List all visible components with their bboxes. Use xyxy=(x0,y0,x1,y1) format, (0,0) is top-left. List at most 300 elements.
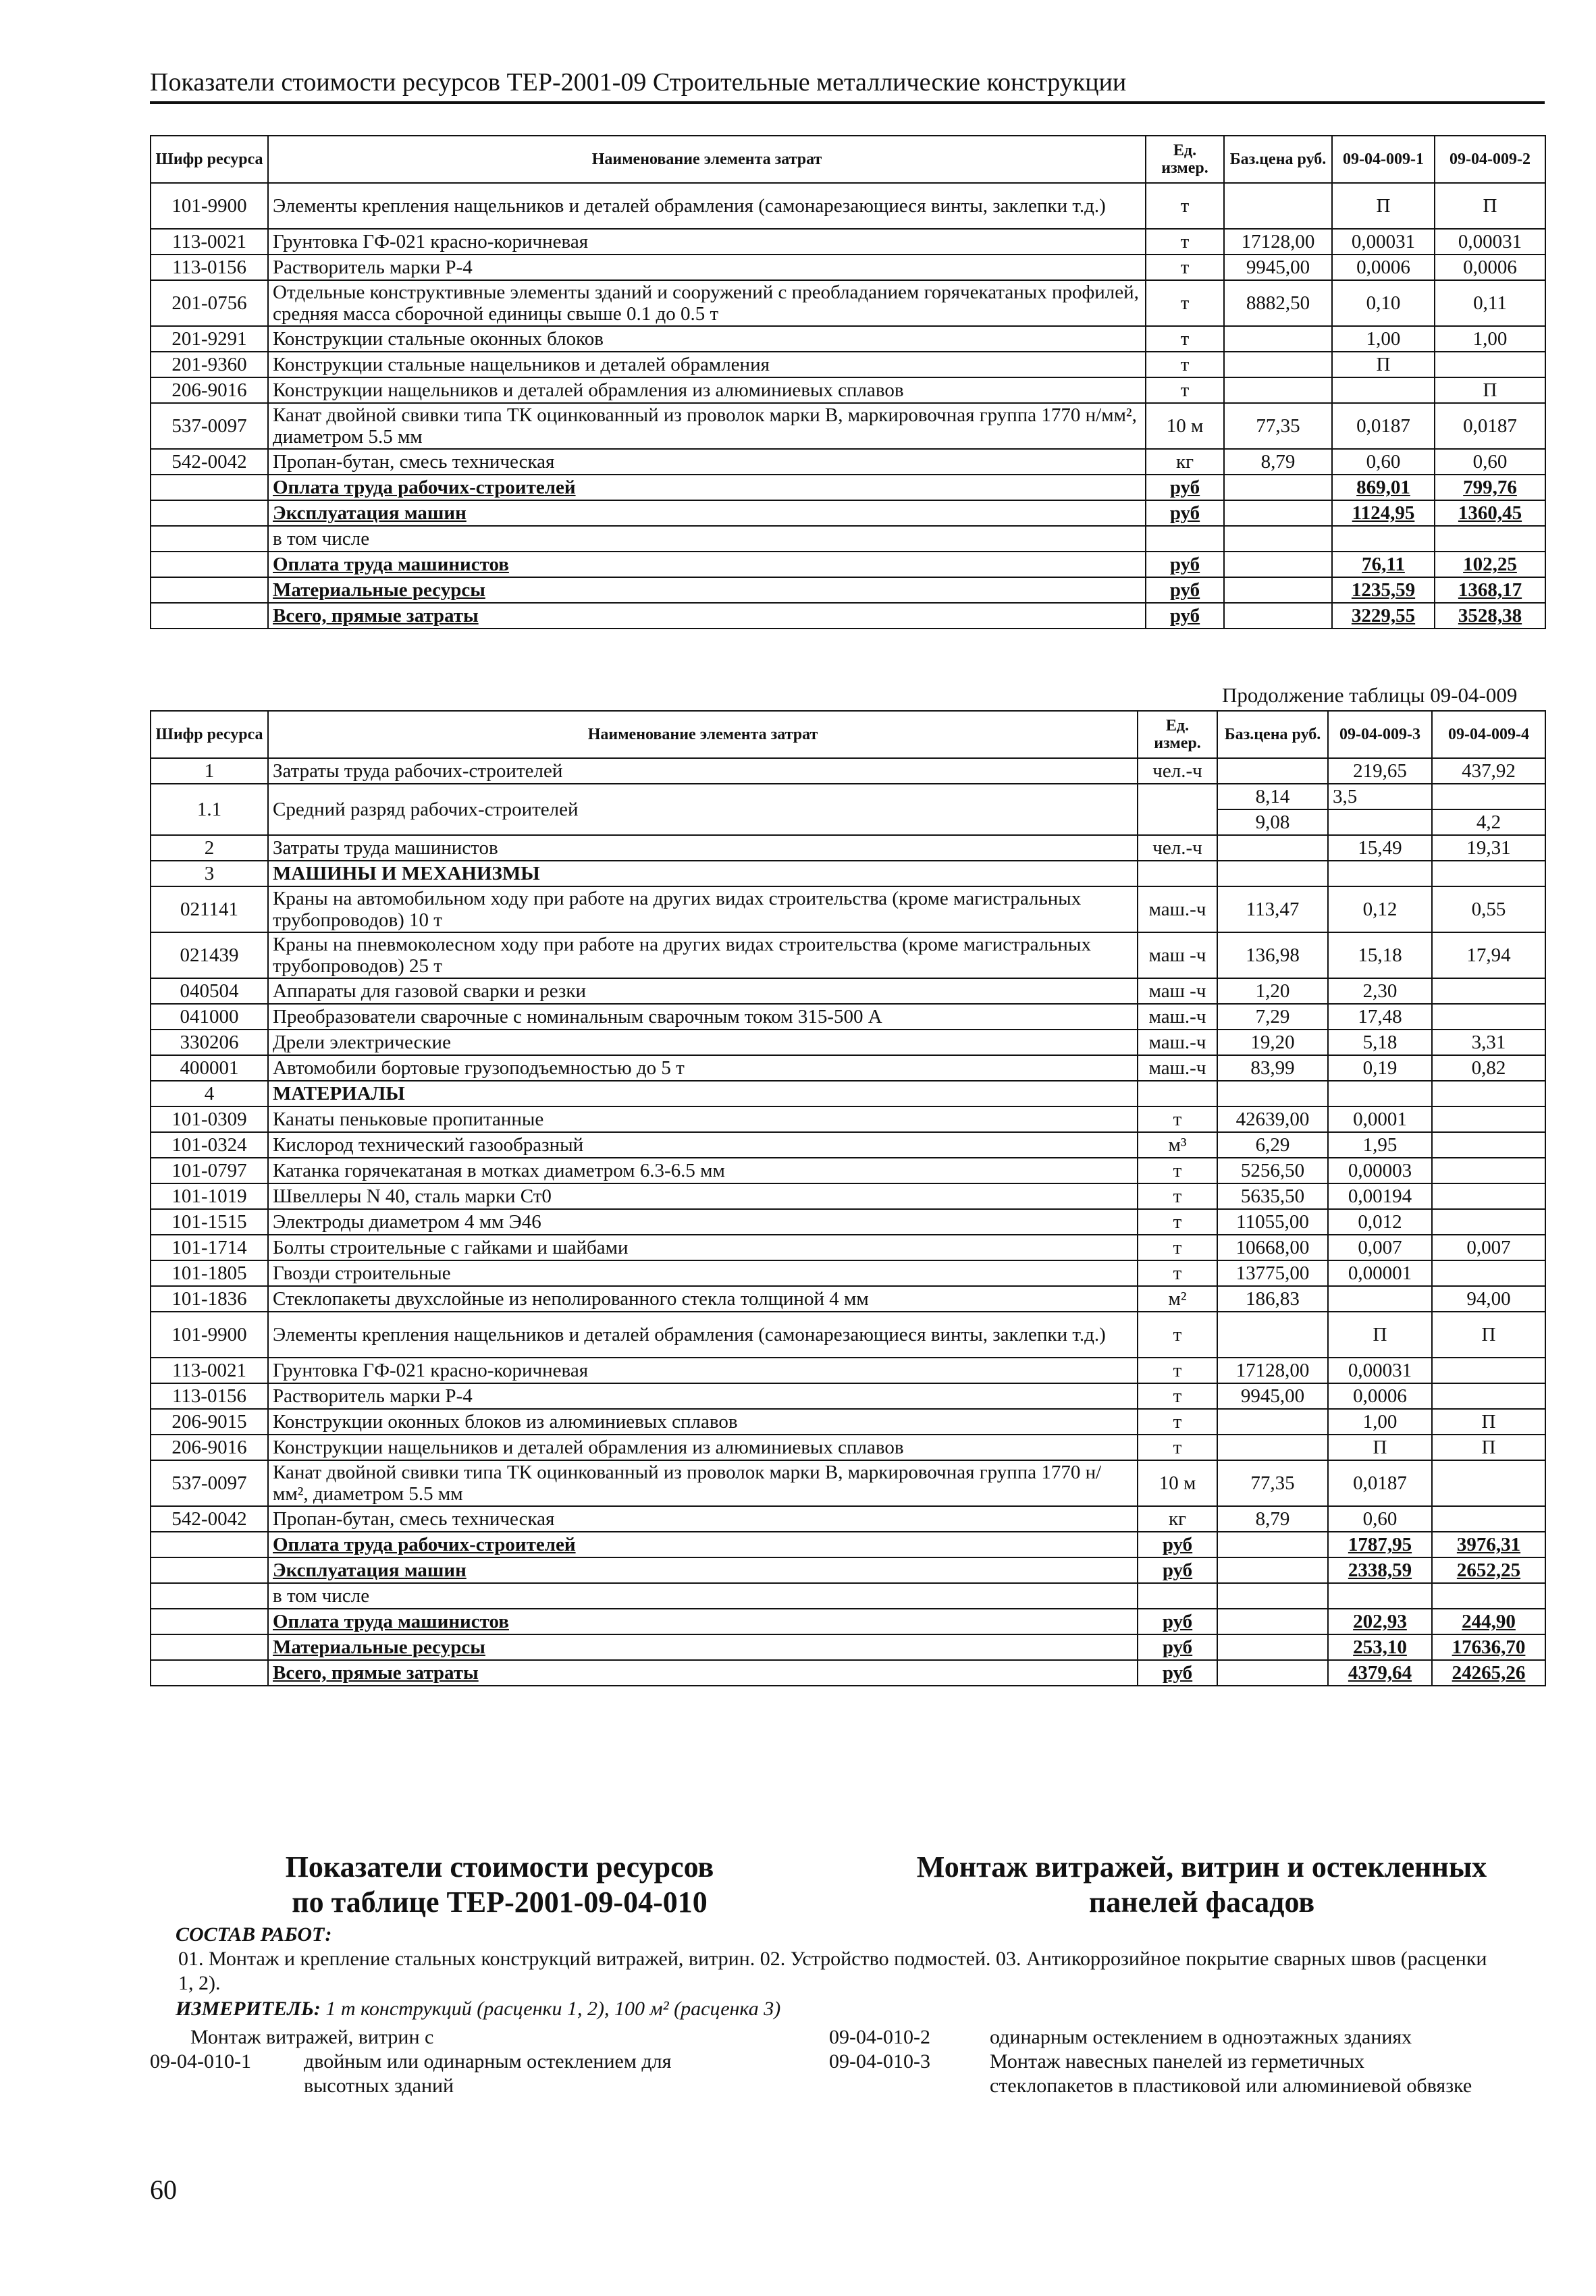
table-cell: 101-1515 xyxy=(151,1209,268,1235)
table-cell xyxy=(151,1532,268,1557)
table-cell: 0,0187 xyxy=(1328,1460,1432,1506)
table-cell: Отдельные конструктивные элементы зданий и сооружений с преобладанием горячекатаных профилей, средняя масса сборочной единицы свыше 0.1 до 0.5 т xyxy=(268,280,1146,326)
table-cell: 3 xyxy=(151,861,268,886)
table-cell: 77,35 xyxy=(1224,403,1332,449)
table-row xyxy=(151,978,1545,1004)
table-cell xyxy=(1224,500,1332,526)
table-cell xyxy=(1217,835,1328,861)
rate-desc-1: двойным или одинарным остеклением для высотных зданий xyxy=(304,2050,672,2097)
table-cell: Канаты пеньковые пропитанные xyxy=(268,1106,1138,1132)
table-cell: т xyxy=(1138,1158,1217,1183)
table-row xyxy=(151,1055,1545,1081)
table-cell: Катанка горячекатаная в мотках диаметром 6.3-6.5 мм xyxy=(268,1158,1138,1183)
section-title-left xyxy=(223,1850,776,1920)
table-cell: 0,0006 xyxy=(1328,1383,1432,1409)
table-cell xyxy=(1432,1132,1545,1158)
table-cell: 1,00 xyxy=(1435,326,1545,352)
table-cell xyxy=(151,1583,268,1609)
table-cell xyxy=(1432,1506,1545,1532)
table-cell: 1,20 xyxy=(1217,978,1328,1004)
table-header-row xyxy=(151,136,1545,183)
table-cell: Дрели электрические xyxy=(268,1030,1138,1055)
table-cell: в том числе xyxy=(268,526,1146,552)
table-cell xyxy=(1432,784,1545,809)
table-cell xyxy=(1328,809,1432,835)
table-cell: т xyxy=(1138,1260,1217,1286)
table-cell: 42639,00 xyxy=(1217,1106,1328,1132)
table-cell: 2652,25 xyxy=(1432,1557,1545,1583)
page-number: 60 xyxy=(150,2174,177,2205)
table-cell xyxy=(151,475,268,500)
table-cell xyxy=(1138,1583,1217,1609)
table-cell: 0,00194 xyxy=(1328,1183,1432,1209)
table-cell xyxy=(1138,1081,1217,1106)
table-cell: 1235,59 xyxy=(1332,577,1435,603)
table-cell xyxy=(1217,1081,1328,1106)
measurement-unit xyxy=(176,1997,1492,2021)
table-row xyxy=(151,1460,1545,1506)
table-cell: 1,95 xyxy=(1328,1132,1432,1158)
table-cell: 113-0156 xyxy=(151,255,268,280)
table-cell: П xyxy=(1328,1435,1432,1460)
table-cell: 9945,00 xyxy=(1224,255,1332,280)
table-cell: т xyxy=(1146,352,1224,377)
table-cell: 10668,00 xyxy=(1217,1235,1328,1260)
table-cell xyxy=(1328,1286,1432,1312)
table-cell: 1.1 xyxy=(151,784,268,835)
table-cell: Растворитель марки Р-4 xyxy=(268,255,1146,280)
table-cell xyxy=(1138,784,1217,835)
table-cell xyxy=(151,1660,268,1686)
table-cell: Затраты труда рабочих-строителей xyxy=(268,758,1138,784)
table-row xyxy=(151,1004,1545,1030)
table-row xyxy=(151,183,1545,229)
rate-code-1: 09-04-010-1 xyxy=(150,2050,251,2073)
table-cell xyxy=(1328,1583,1432,1609)
summary-row xyxy=(151,1557,1545,1583)
table-cell: 0,12 xyxy=(1328,886,1432,932)
table-cell: кг xyxy=(1146,449,1224,475)
table-cell: т xyxy=(1138,1235,1217,1260)
column-header: Ед. измер. xyxy=(1146,136,1224,183)
section-title-right xyxy=(898,1850,1506,1920)
table-cell: Аппараты для газовой сварки и резки xyxy=(268,978,1138,1004)
table-cell xyxy=(1217,1660,1328,1686)
table-cell: 537-0097 xyxy=(151,403,268,449)
table-cell: кг xyxy=(1138,1506,1217,1532)
table-row xyxy=(151,835,1545,861)
table-cell: П xyxy=(1435,377,1545,403)
table-09-04-009-part1 xyxy=(150,135,1546,629)
table-cell xyxy=(1217,1435,1328,1460)
column-header: 09-04-009-4 xyxy=(1432,711,1545,758)
table-cell: 041000 xyxy=(151,1004,268,1030)
table-cell xyxy=(1432,1004,1545,1030)
table-cell: 2338,59 xyxy=(1328,1557,1432,1583)
table-cell: м³ xyxy=(1138,1132,1217,1158)
table-cell: Стеклопакеты двухслойные из неполированного стекла толщиной 4 мм xyxy=(268,1286,1138,1312)
rate-desc-2: одинарным остеклением в одноэтажных зданиях xyxy=(990,2026,1412,2048)
table-cell: 2 xyxy=(151,835,268,861)
table-cell: 1787,95 xyxy=(1328,1532,1432,1557)
table-cell: руб xyxy=(1138,1557,1217,1583)
table-cell: 17128,00 xyxy=(1224,229,1332,255)
table-cell xyxy=(1332,377,1435,403)
table-cell xyxy=(1432,1460,1545,1506)
table-row xyxy=(151,403,1545,449)
table-cell xyxy=(1435,352,1545,377)
table-cell: 17,94 xyxy=(1432,932,1545,978)
table-row xyxy=(151,1383,1545,1409)
table-cell: 437,92 xyxy=(1432,758,1545,784)
table-cell xyxy=(1217,1583,1328,1609)
table-row xyxy=(151,1106,1545,1132)
table-cell: 101-0797 xyxy=(151,1158,268,1183)
table-cell: 0,10 xyxy=(1332,280,1435,326)
summary-row xyxy=(151,1609,1545,1634)
column-header: Наименование элемента затрат xyxy=(268,136,1146,183)
table-cell: Конструкции оконных блоков из алюминиевых сплавов xyxy=(268,1409,1138,1435)
table-cell: 186,83 xyxy=(1217,1286,1328,1312)
table-cell: 021439 xyxy=(151,932,268,978)
summary-row xyxy=(151,577,1545,603)
table-cell: 113-0021 xyxy=(151,229,268,255)
table-cell: руб xyxy=(1138,1660,1217,1686)
table-cell: Гвозди строительные xyxy=(268,1260,1138,1286)
column-header: 09-04-009-3 xyxy=(1328,711,1432,758)
section-title-right-line2: панелей фасадов xyxy=(1088,1886,1315,1919)
table-cell: 021141 xyxy=(151,886,268,932)
table-cell xyxy=(151,577,268,603)
table-cell: Канат двойной свивки типа ТК оцинкованный из проволок марки В, маркировочная группа 1770 н/мм², диаметром 5.5 мм xyxy=(268,1460,1138,1506)
summary-row xyxy=(151,1532,1545,1557)
table-cell: Всего, прямые затраты xyxy=(268,603,1146,629)
measurement-unit-text: 1 т конструкций (расценки 1, 2), 100 м² (расценка 3) xyxy=(325,1998,781,2020)
table-cell: руб xyxy=(1146,500,1224,526)
table-cell: 101-9900 xyxy=(151,183,268,229)
table-cell: Краны на автомобильном ходу при работе на других видах строительства (кроме магистральных трубопроводов) 10 т xyxy=(268,886,1138,932)
table-cell: 19,31 xyxy=(1432,835,1545,861)
summary-row xyxy=(151,500,1545,526)
table-cell: 136,98 xyxy=(1217,932,1328,978)
table-cell: 101-9900 xyxy=(151,1312,268,1358)
table-cell: 3229,55 xyxy=(1332,603,1435,629)
table-cell: П xyxy=(1432,1435,1545,1460)
table-cell: маш.-ч xyxy=(1138,1030,1217,1055)
table-cell: 13775,00 xyxy=(1217,1260,1328,1286)
table-cell xyxy=(1224,526,1332,552)
continuation-label: Продолжение таблицы 09-04-009 xyxy=(1222,683,1518,707)
summary-row xyxy=(151,475,1545,500)
table-cell: 244,90 xyxy=(1432,1609,1545,1634)
table-row xyxy=(151,352,1545,377)
table-cell: П xyxy=(1332,183,1435,229)
table-cell: Растворитель марки Р-4 xyxy=(268,1383,1138,1409)
table-cell xyxy=(1217,1634,1328,1660)
table-cell xyxy=(151,603,268,629)
column-header: Ед. измер. xyxy=(1138,711,1217,758)
table-cell: маш.-ч xyxy=(1138,886,1217,932)
table-cell: т xyxy=(1146,326,1224,352)
table-row xyxy=(151,1358,1545,1383)
table-cell: П xyxy=(1432,1409,1545,1435)
table-cell: П xyxy=(1432,1312,1545,1358)
table-cell xyxy=(151,1609,268,1634)
table-cell: 0,007 xyxy=(1328,1235,1432,1260)
table-cell: Конструкции нащельников и деталей обрамления из алюминиевых сплавов xyxy=(268,1435,1138,1460)
table-cell: 0,0187 xyxy=(1435,403,1545,449)
table-cell: 201-9291 xyxy=(151,326,268,352)
table-cell: Швеллеры N 40, сталь марки Ст0 xyxy=(268,1183,1138,1209)
table-cell: 4 xyxy=(151,1081,268,1106)
table-cell xyxy=(1217,1532,1328,1557)
table-cell: чел.-ч xyxy=(1138,758,1217,784)
rate-code-2: 09-04-010-2 xyxy=(829,2026,930,2048)
table-cell: 330206 xyxy=(151,1030,268,1055)
table-header-row xyxy=(151,711,1545,758)
table-cell: 101-1836 xyxy=(151,1286,268,1312)
table-cell: 0,55 xyxy=(1432,886,1545,932)
table-cell: 9945,00 xyxy=(1217,1383,1328,1409)
table-cell xyxy=(1224,603,1332,629)
table-cell: 400001 xyxy=(151,1055,268,1081)
table-cell xyxy=(151,526,268,552)
table-cell xyxy=(151,1634,268,1660)
table-cell: Всего, прямые затраты xyxy=(268,1660,1138,1686)
table-row xyxy=(151,1506,1545,1532)
table-cell xyxy=(1432,1158,1545,1183)
table-cell: 0,19 xyxy=(1328,1055,1432,1081)
column-header: Баз.цена руб. xyxy=(1224,136,1332,183)
table-cell: маш -ч xyxy=(1138,978,1217,1004)
table-cell: 3976,31 xyxy=(1432,1532,1545,1557)
table-cell xyxy=(1146,526,1224,552)
table-row xyxy=(151,1286,1545,1312)
summary-row xyxy=(151,552,1545,577)
table-cell: 1360,45 xyxy=(1435,500,1545,526)
table-cell: 77,35 xyxy=(1217,1460,1328,1506)
table-cell: Оплата труда рабочих-строителей xyxy=(268,1532,1138,1557)
table-cell: маш.-ч xyxy=(1138,1004,1217,1030)
table-cell: 0,60 xyxy=(1328,1506,1432,1532)
table-cell: 113,47 xyxy=(1217,886,1328,932)
table-cell: 8,79 xyxy=(1217,1506,1328,1532)
table-cell: 4,2 xyxy=(1432,809,1545,835)
table-cell xyxy=(1328,1081,1432,1106)
table-cell xyxy=(1432,1209,1545,1235)
summary-row xyxy=(151,526,1545,552)
table-cell: 101-0309 xyxy=(151,1106,268,1132)
table-cell: Конструкции стальные нащельников и деталей обрамления xyxy=(268,352,1146,377)
table-cell xyxy=(1217,1557,1328,1583)
table-cell: Преобразователи сварочные с номинальным сварочным током 315-500 А xyxy=(268,1004,1138,1030)
table-cell xyxy=(151,1557,268,1583)
table-cell: Болты строительные с гайками и шайбами xyxy=(268,1235,1138,1260)
table-cell xyxy=(1432,1358,1545,1383)
table-cell: т xyxy=(1138,1106,1217,1132)
table-cell: Автомобили бортовые грузоподъемностью до 5 т xyxy=(268,1055,1138,1081)
table-cell xyxy=(1432,861,1545,886)
table-cell xyxy=(151,552,268,577)
table-cell: Средний разряд рабочих-строителей xyxy=(268,784,1138,835)
table-cell: 101-0324 xyxy=(151,1132,268,1158)
table-cell: Оплата труда машинистов xyxy=(268,552,1146,577)
table-cell: П xyxy=(1332,352,1435,377)
table-cell: 253,10 xyxy=(1328,1634,1432,1660)
table-cell: 0,012 xyxy=(1328,1209,1432,1235)
table-row xyxy=(151,1312,1545,1358)
column-header: Шифр ресурса xyxy=(151,711,268,758)
table-cell: 3528,38 xyxy=(1435,603,1545,629)
table-cell xyxy=(1432,1383,1545,1409)
table-cell: т xyxy=(1138,1435,1217,1460)
summary-row xyxy=(151,1660,1545,1686)
page-header: Показатели стоимости ресурсов ТЕР-2001-09 Строительные металлические конструкции xyxy=(150,68,1545,104)
table-row xyxy=(151,229,1545,255)
table-cell: Электроды диаметром 4 мм Э46 xyxy=(268,1209,1138,1235)
table-cell: 1124,95 xyxy=(1332,500,1435,526)
table-cell xyxy=(1224,577,1332,603)
table-cell: 0,60 xyxy=(1435,449,1545,475)
table-cell: Оплата труда рабочих-строителей xyxy=(268,475,1146,500)
table-cell: Грунтовка ГФ-021 красно-коричневая xyxy=(268,1358,1138,1383)
column-header: Баз.цена руб. xyxy=(1217,711,1328,758)
table-cell xyxy=(1224,183,1332,229)
table-cell: Кислород технический газообразный xyxy=(268,1132,1138,1158)
table-cell: Материальные ресурсы xyxy=(268,577,1146,603)
table-row xyxy=(151,1209,1545,1235)
section-row xyxy=(151,1081,1545,1106)
table-cell xyxy=(1224,352,1332,377)
table-cell: Эксплуатация машин xyxy=(268,1557,1138,1583)
table-cell: 1,00 xyxy=(1332,326,1435,352)
table-cell: т xyxy=(1138,1209,1217,1235)
table-row xyxy=(151,1435,1545,1460)
table-cell: чел.-ч xyxy=(1138,835,1217,861)
table-cell: 542-0042 xyxy=(151,449,268,475)
table-row xyxy=(151,1235,1545,1260)
table-cell: 101-1805 xyxy=(151,1260,268,1286)
table-cell: м² xyxy=(1138,1286,1217,1312)
table-cell: 11055,00 xyxy=(1217,1209,1328,1235)
table-cell: 7,29 xyxy=(1217,1004,1328,1030)
table-cell: 113-0021 xyxy=(151,1358,268,1383)
table-cell: Краны на пневмоколесном ходу при работе на других видах строительства (кроме магистральных трубопроводов) 25 т xyxy=(268,932,1138,978)
table-cell: т xyxy=(1138,1383,1217,1409)
rate-desc-3: Монтаж навесных панелей из герметичных стеклопакетов в пластиковой или алюминиевой обвязке xyxy=(990,2050,1472,2097)
table-cell: 0,007 xyxy=(1432,1235,1545,1260)
table-cell: 24265,26 xyxy=(1432,1660,1545,1686)
table-cell: 83,99 xyxy=(1217,1055,1328,1081)
table-cell: 9,08 xyxy=(1217,809,1328,835)
table-cell: 1,00 xyxy=(1328,1409,1432,1435)
table-cell: т xyxy=(1138,1409,1217,1435)
table-cell xyxy=(1332,526,1435,552)
table-cell: 94,00 xyxy=(1432,1286,1545,1312)
table-cell xyxy=(1138,861,1217,886)
table-cell: 0,11 xyxy=(1435,280,1545,326)
table-cell: 19,20 xyxy=(1217,1030,1328,1055)
table-cell: Пропан-бутан, смесь техническая xyxy=(268,1506,1138,1532)
table-row xyxy=(151,326,1545,352)
table-cell: МАШИНЫ И МЕХАНИЗМЫ xyxy=(268,861,1138,886)
table-cell: 542-0042 xyxy=(151,1506,268,1532)
column-header: Шифр ресурса xyxy=(151,136,268,183)
table-cell: руб xyxy=(1138,1532,1217,1557)
table-cell: Грунтовка ГФ-021 красно-коричневая xyxy=(268,229,1146,255)
table-cell: т xyxy=(1146,183,1224,229)
table-cell: 206-9015 xyxy=(151,1409,268,1435)
table-cell: 101-1714 xyxy=(151,1235,268,1260)
table-cell: 0,00001 xyxy=(1328,1260,1432,1286)
column-header: 09-04-009-1 xyxy=(1332,136,1435,183)
table-cell: Материальные ресурсы xyxy=(268,1634,1138,1660)
table-cell xyxy=(1432,978,1545,1004)
table-row xyxy=(151,886,1545,932)
table-cell: руб xyxy=(1146,603,1224,629)
table-row xyxy=(151,1409,1545,1435)
section-title-left-line2: по таблице ТЕР-2001-09-04-010 xyxy=(292,1886,708,1919)
rate-intro: Монтаж витражей, витрин с xyxy=(190,2026,434,2048)
table-cell: 113-0156 xyxy=(151,1383,268,1409)
table-cell: 0,0006 xyxy=(1332,255,1435,280)
table-cell: Оплата труда машинистов xyxy=(268,1609,1138,1634)
table-cell xyxy=(1224,552,1332,577)
work-composition-label: СОСТАВ РАБОТ: xyxy=(176,1923,332,1946)
table-cell: 0,00003 xyxy=(1328,1158,1432,1183)
table-cell: т xyxy=(1146,377,1224,403)
table-cell xyxy=(1224,475,1332,500)
table-cell: маш -ч xyxy=(1138,932,1217,978)
table-cell: в том числе xyxy=(268,1583,1138,1609)
table-row xyxy=(151,1030,1545,1055)
table-cell xyxy=(1217,1609,1328,1634)
table-cell: 101-1019 xyxy=(151,1183,268,1209)
table-cell xyxy=(151,500,268,526)
table-cell: 0,00031 xyxy=(1332,229,1435,255)
section-row xyxy=(151,861,1545,886)
table-cell: 5,18 xyxy=(1328,1030,1432,1055)
table-cell: руб xyxy=(1146,577,1224,603)
table-cell: Элементы крепления нащельников и деталей обрамления (самонарезающиеся винты, заклепки т.д.) xyxy=(268,1312,1138,1358)
table-cell xyxy=(1217,1312,1328,1358)
table-cell: руб xyxy=(1138,1609,1217,1634)
table-row xyxy=(151,255,1545,280)
table-cell xyxy=(1224,377,1332,403)
table-cell xyxy=(1435,526,1545,552)
table-cell: 5635,50 xyxy=(1217,1183,1328,1209)
table-cell xyxy=(1432,1260,1545,1286)
table-cell: 206-9016 xyxy=(151,1435,268,1460)
table-cell: 15,49 xyxy=(1328,835,1432,861)
table-cell: 6,29 xyxy=(1217,1132,1328,1158)
table-cell: МАТЕРИАЛЫ xyxy=(268,1081,1138,1106)
table-cell xyxy=(1217,861,1328,886)
table-09-04-009-part2 xyxy=(150,710,1546,1686)
table-cell: т xyxy=(1146,280,1224,326)
table-cell: 040504 xyxy=(151,978,268,1004)
table-cell: 2,30 xyxy=(1328,978,1432,1004)
table-cell xyxy=(1328,861,1432,886)
table-cell xyxy=(1432,1183,1545,1209)
table-cell: 202,93 xyxy=(1328,1609,1432,1634)
table-row xyxy=(151,784,1545,809)
table-cell xyxy=(1432,1583,1545,1609)
table-cell: 869,01 xyxy=(1332,475,1435,500)
table-cell: 4379,64 xyxy=(1328,1660,1432,1686)
table-cell xyxy=(1224,326,1332,352)
table-row xyxy=(151,377,1545,403)
